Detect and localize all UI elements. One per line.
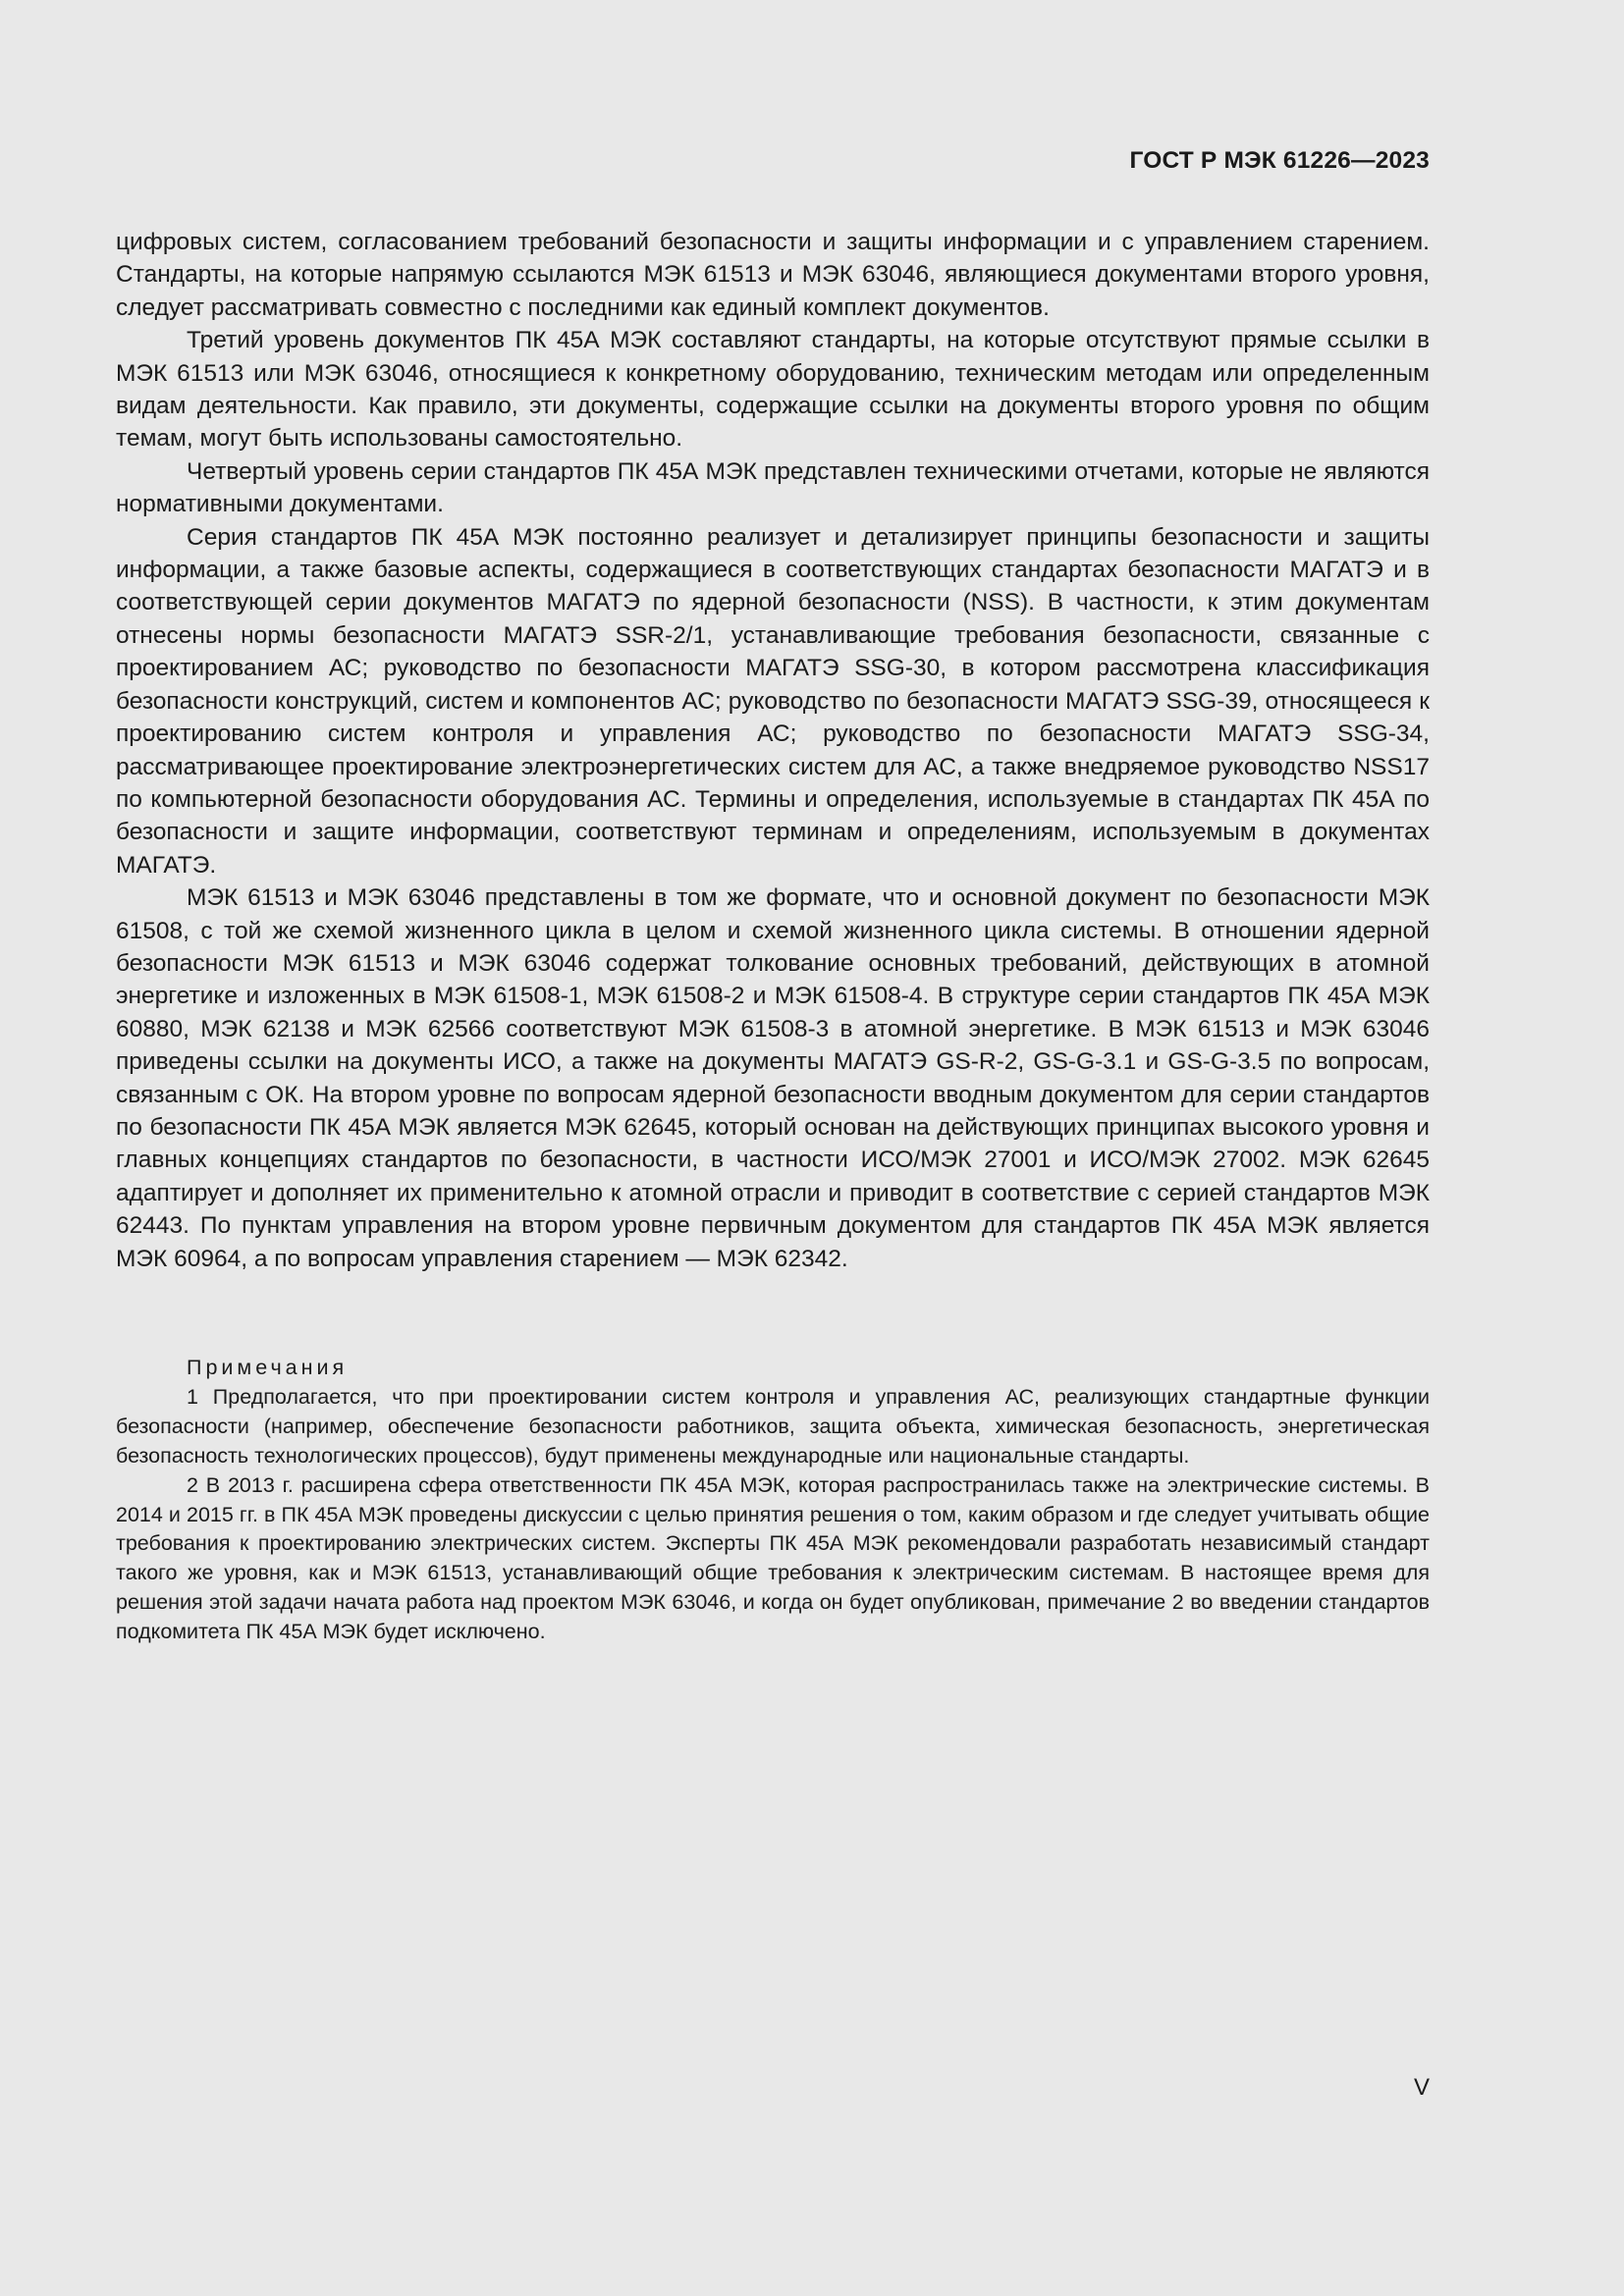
body-text <box>116 226 1430 1275</box>
paragraph-series-safety: Серия стандартов ПК 45А МЭК постоянно реализует и детализирует принципы безопасности и защиты информации, а также базовые аспекты, содержащиеся в соответствующих стандартах безопасности МАГАТЭ и в соответствующей серии документов МАГАТЭ по ядерной безопасности (NSS). В частности, к этим документам отнесены нормы безопасности МАГАТЭ SSR-2/1, устанавливающие требования безопасности, связанные с проектированием АС; руководство по безопасности МАГАТЭ SSG-30, в котором рассмотрена классификация безопасности конструкций, систем и компонентов АС; руководство по безопасности МАГАТЭ SSG-39, относящееся к проектированию систем контроля и управления АС; руководство по безопасности МАГАТЭ SSG-34, рассматривающее проектирование электроэнергетических систем для АС, а также внедряемое руководство NSS17 по компьютерной безопасности оборудования АС. Термины и определения, используемые в стандартах ПК 45А по безопасности и защите информации, соответствуют терминам и определениям, используемым в документах МАГАТЭ. <box>116 523 1430 879</box>
paragraph-third-level: Третий уровень документов ПК 45А МЭК составляют стандарты, на которые отсутствуют прямые ссылки в МЭК 61513 или МЭК 63046, относящиеся к конкретному оборудованию, техническим методам или определенным видам деятельности. Как правило, эти документы, содержащие ссылки на документы второго уровня по общим темам, могут быть использованы самостоятельно. <box>116 327 1430 453</box>
page-number: V <box>1413 2074 1430 2101</box>
notes-section <box>116 1354 1430 1647</box>
paragraph-iec-61513-63046: МЭК 61513 и МЭК 63046 представлены в том же формате, что и основной документ по безопасности МЭК 61508, с той же схемой жизненного цикла в целом и схемой жизненного цикла системы. В отношении ядерной безопасности МЭК 61513 и МЭК 63046 содержат толкование основных требований, действующих в атомной энергетике и изложенных в МЭК 61508-1, МЭК 61508-2 и МЭК 61508-4. В структуре серии стандартов ПК 45А МЭК 60880, МЭК 62138 и МЭК 62566 соответствуют МЭК 61508-3 в атомной энергетике. В МЭК 61513 и МЭК 63046 приведены ссылки на документы ИСО, а также на документы МАГАТЭ GS-R-2, GS-G-3.1 и GS-G-3.5 по вопросам, связанным с ОК. На втором уровне по вопросам ядерной безопасности вводным документом для серии стандартов по безопасности ПК 45А МЭК является МЭК 62645, который основан на действующих принципах высокого уровня и главных концепциях стандартов по безопасности, в частности ИСО/МЭК 27001 и ИСО/МЭК 27002. МЭК 62645 адаптирует и дополняет их применительно к атомной отрасли и приводит в соответствие с серией стандартов МЭК 62443. По пунктам управления на втором уровне первичным документом для стандартов ПК 45А МЭК является МЭК 60964, а по вопросам управления старением — МЭК 62342. <box>116 884 1430 1272</box>
paragraph-continuation: цифровых систем, согласованием требований безопасности и защиты информации и с управлением старением. Стандарты, на которые напрямую ссылаются МЭК 61513 и МЭК 63046, являющиеся документами второго уровня, следует рассматривать совместно с последними как единый комплект документов. <box>116 229 1430 321</box>
note-item-2: 2 В 2013 г. расширена сфера ответственности ПК 45А МЭК, которая распространилась также на электрические системы. В 2014 и 2015 гг. в ПК 45А МЭК проведены дискуссии с целью принятия решения о том, каким образом и где следует учитывать общие требования к проектированию электрических систем. Эксперты ПК 45А МЭК рекомендовали разработать независимый стандарт такого же уровня, как и МЭК 61513, устанавливающий общие требования к электрическим системам. В настоящее время для решения этой задачи начата работа над проектом МЭК 63046, и когда он будет опубликован, примечание 2 во введении стандартов подкомитета ПК 45А МЭК будет исключено. <box>116 1472 1430 1644</box>
note-item-1: 1 Предполагается, что при проектировании систем контроля и управления АС, реализующих стандартные функции безопасности (например, обеспечение безопасности работников, защита объекта, химическая безопасность, энергетическая безопасность технологических процессов), будут применены международные или национальные стандарты. <box>116 1384 1430 1468</box>
paragraph-fourth-level: Четвертый уровень серии стандартов ПК 45А МЭК представлен техническими отчетами, которые не являются нормативными документами. <box>116 457 1430 518</box>
document-code-header: ГОСТ Р МЭК 61226—2023 <box>1129 147 1430 174</box>
notes-title: Примечания <box>187 1356 349 1379</box>
